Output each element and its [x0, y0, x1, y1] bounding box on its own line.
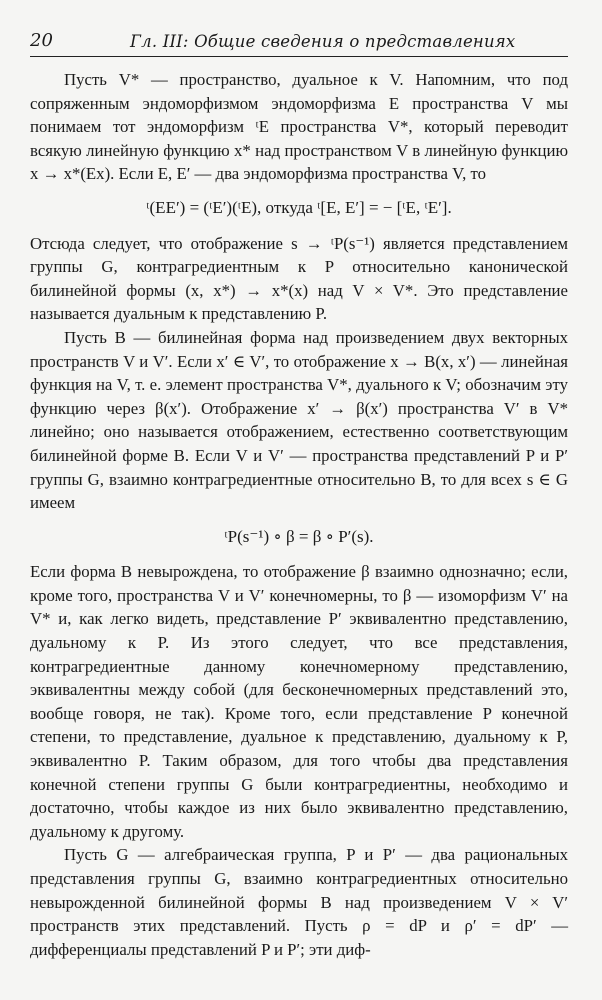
- page-number: 20: [30, 30, 53, 51]
- paragraph: Отсюда следует, что отображение s → ᵗP(s⁻¹) является представлением группы G, контрагредиентным к P относительно канонической билинейной формы (x, x*) → x*(x) над V × V*. Это представление называется дуальным к представлению P.: [30, 233, 568, 324]
- running-title: Гл. III: Общие сведения о представлениях: [130, 32, 516, 51]
- page-header: [30, 30, 568, 57]
- formula: ᵗP(s⁻¹) ∘ β = β ∘ P′(s).: [224, 526, 374, 546]
- formula: ᵗ(EE′) = (ᵗE′)(ᵗE), откуда ᵗ[E, E′] = − [ᵗE, ᵗE′].: [146, 197, 452, 217]
- paragraph: Если форма B невырождена, то отображение β взаимно однозначно; если, кроме того, пространства V и V′ конечномерны, то β — изоморфизм V′ на V* и, как легко видеть, представление P′ эквивалентно представлению, дуальному к P. Из этого следует, что все представления, контрагредиентные данному конечномерному представлению, эквивалентны между собой (для бесконечномерных представлений это, вообще говоря, не так). Кроме того, если представление P конечной степени, то представление, дуальное к представлению, дуальному к P, эквивалентно P. Таким образом, для того чтобы два представления конечной степени группы G были контрагредиентны, необходимо и достаточно, чтобы каждое из них было эквивалентно представлению, дуальному к другому.: [30, 562, 568, 841]
- paragraph: Пусть B — билинейная форма над произведением двух векторных пространств V и V′. Если x′ ∈ V′, то отображение x → B(x, x′) — линейная функция на V, т. е. элемент пространства V*, дуального к V; обозначим эту функцию через β(x′). Отображение x′ → β(x′) пространства V′ в V* линейно; оно называется отображением, естественно соответствующим билинейной форме B. Если V и V′ — пространства представлений P и P′ группы G, взаимно контрагредиентные относительно B, то для всех s ∈ G имеем: [30, 327, 568, 513]
- paragraph: Пусть G — алгебраическая группа, P и P′ — два рациональных представления группы G, взаимно контрагредиентных относительно невырожденной билинейной формы B над произведением V × V′ пространств этих представлений. Пусть ρ = dP и ρ′ = dP′ — дифференциалы представлений P и P′; эти диф-: [30, 845, 568, 959]
- page-body: [30, 68, 568, 961]
- paragraph: Пусть V* — пространство, дуальное к V. Напомним, что под сопряженным эндоморфизмом эндоморфизма E пространства V мы понимаем тот эндоморфизм ᵗE пространства V*, который переводит всякую линейную функцию x* над пространством V в линейную функцию x → x*(Ex). Если E, E′ — два эндоморфизма пространства V, то: [30, 70, 568, 184]
